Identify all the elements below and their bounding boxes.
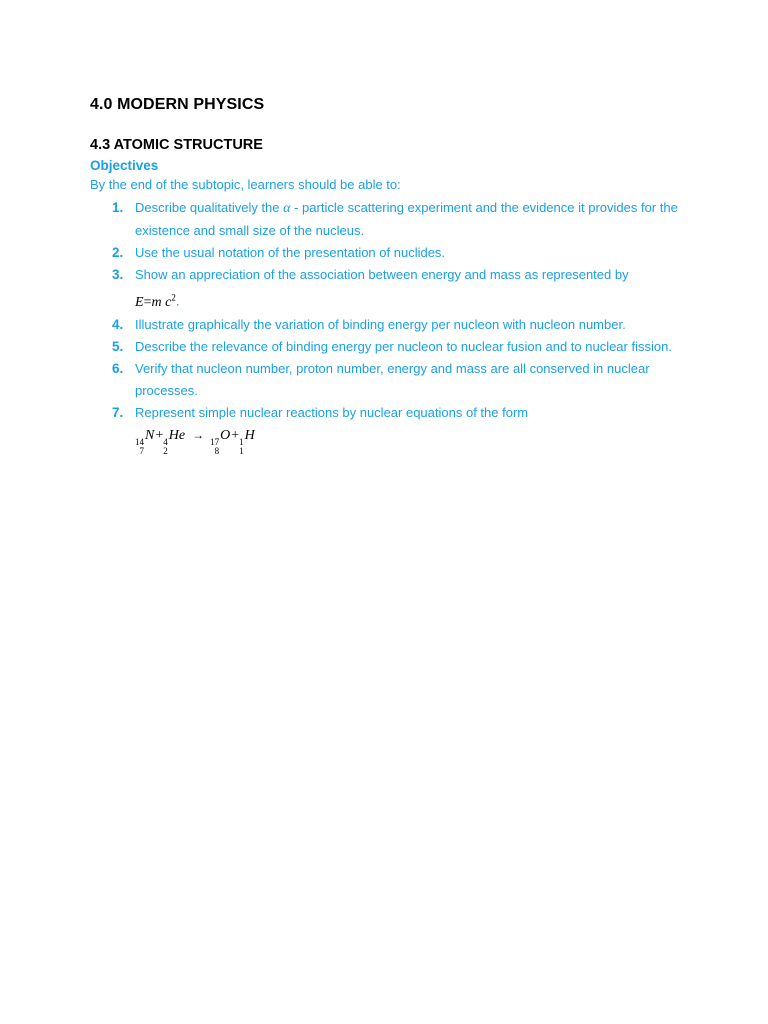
objective-text: Show an appreciation of the association between energy and mass as represented by — [135, 267, 629, 282]
objective-item-2 — [90, 242, 690, 264]
reaction-arrow: → — [192, 427, 205, 442]
objective-item-7 — [90, 402, 690, 456]
nitrogen-nuclide: 14 7 N — [135, 427, 155, 456]
eq-E: E — [135, 294, 144, 310]
objective-item-4 — [90, 314, 690, 336]
objective-text: Verify that nucleon number, proton number, energy and mass are all conserved in nuclear processes. — [135, 360, 650, 398]
eq-exponent: 2 — [171, 292, 176, 302]
objective-item-6 — [90, 358, 690, 402]
subtopic-heading: 4.3 ATOMIC STRUCTURE — [90, 137, 263, 153]
objective-text-cont: - particle scattering experiment and the evidence it provides for the existence and small size of the nucleus. — [135, 200, 678, 238]
alpha-symbol: α — [283, 201, 291, 216]
item-number: 6. — [112, 360, 124, 376]
item-number: 7. — [112, 404, 124, 420]
eq-m: m — [151, 294, 162, 310]
plus-sign: + — [231, 427, 240, 443]
item-number: 1. — [112, 200, 124, 215]
objectives-list — [90, 197, 690, 456]
objective-text: Use the usual notation of the presentation of nuclides. — [135, 245, 446, 260]
item-number: 4. — [112, 316, 124, 332]
nuclear-equation — [135, 427, 256, 456]
objective-text: Describe qualitatively the — [135, 200, 284, 215]
item-number: 5. — [112, 338, 124, 354]
objective-item-1 — [90, 197, 690, 242]
objectives-title: Objectives — [90, 158, 159, 173]
objective-text: Illustrate graphically the variation of binding energy per nucleon with nucleon number. — [135, 316, 626, 332]
chapter-heading: 4.0 MODERN PHYSICS — [90, 96, 265, 113]
eq-equals: = — [143, 294, 152, 310]
objective-item-5 — [90, 336, 690, 358]
hydrogen-nuclide: 1 1 H — [239, 427, 255, 456]
emc2-equation — [135, 292, 176, 310]
eq-c: c — [165, 294, 172, 310]
helium-nuclide: 4 2 He — [163, 427, 186, 456]
plus-sign: + — [155, 427, 164, 443]
objective-text: Represent simple nuclear reactions by nuclear equations of the form — [135, 404, 529, 420]
objective-item-3 — [90, 264, 690, 314]
eq-period: . — [175, 293, 180, 309]
objective-text: Describe the relevance of binding energy per nucleon to nuclear fusion and to nuclear fission. — [135, 338, 672, 354]
item-number: 3. — [112, 267, 124, 282]
item-number: 2. — [112, 245, 124, 260]
objectives-intro: By the end of the subtopic, learners should be able to: — [90, 177, 401, 192]
oxygen-nuclide: 17 8 O — [210, 427, 231, 456]
